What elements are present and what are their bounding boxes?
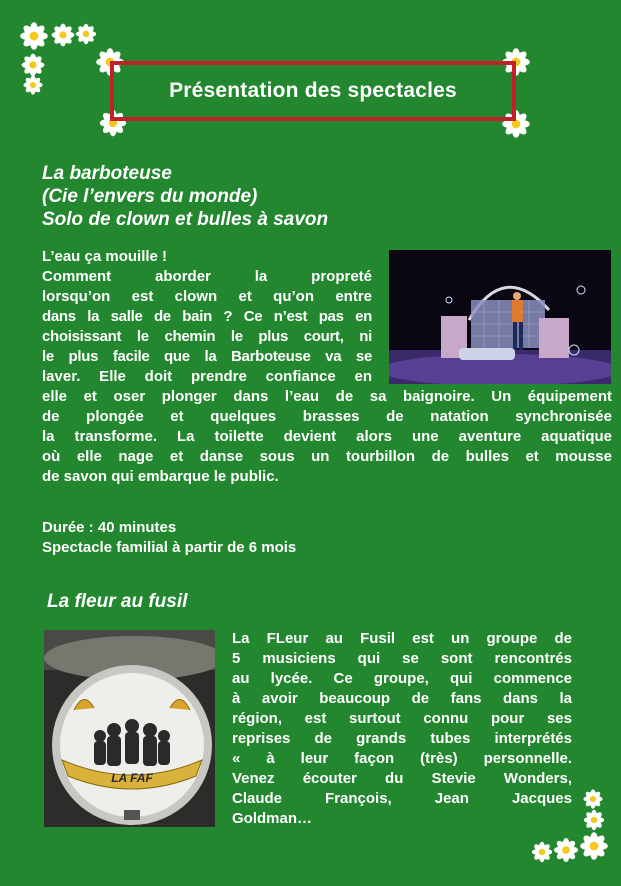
show1-line: où elle nage et danse sous un tourbillon de bulles et mousse <box>42 448 612 465</box>
show2-line: Venez écouter du Stevie Wonders, <box>232 770 572 787</box>
show1-line: dans la salle de bain ? Ce n’est pas en <box>42 308 372 325</box>
show1-title-line: La barboteuse <box>42 163 172 184</box>
show1-line: le plus facile que la Barboteuse va se <box>42 348 372 365</box>
drum-logo-text: LA FAF <box>111 771 153 785</box>
drum-kit-image <box>44 630 215 827</box>
show2-line: 5 musiciens qui se sont rencontrés <box>232 650 572 667</box>
page-title: Présentation des spectacles <box>169 79 457 102</box>
show1-line: la transforme. La toilette devient alors une aventure aquatique <box>42 428 612 445</box>
show1-photo <box>389 250 611 384</box>
show1-description-wrapped <box>42 247 372 387</box>
show1-company-line: (Cie l’envers du monde) <box>42 186 258 207</box>
show1-line: Comment aborder la propreté <box>42 268 372 285</box>
daisy-icon <box>18 20 50 52</box>
daisy-icon <box>578 830 610 862</box>
show1-info <box>42 518 602 558</box>
show2-description <box>232 629 572 829</box>
daisy-icon <box>74 22 98 46</box>
show1-line: choisissant le chemin le plus court, ni <box>42 328 372 345</box>
show1-subtitle-line: Solo de clown et bulles à savon <box>42 209 329 230</box>
daisy-icon <box>582 788 604 810</box>
show1-title <box>42 162 328 231</box>
show1-line: L’eau ça mouille ! <box>42 248 168 265</box>
show2-line: à avoir beaucoup de fans dans la <box>232 690 572 707</box>
show2-photo <box>44 630 215 827</box>
show2-line: « à leur façon (très) personnelle. <box>232 750 572 767</box>
daisy-icon <box>530 840 554 864</box>
title-frame <box>110 61 516 121</box>
show1-line: lorsqu’on est clown et qu’on entre <box>42 288 372 305</box>
show2-line: reprises de grands tubes interprétés <box>232 730 572 747</box>
show1-line: elle et oser plonger dans l’eau de sa baignoire. Un équipement <box>42 388 612 405</box>
show1-line: de plongée et quelques brasses de natation synchronisée <box>42 408 612 425</box>
show1-description-full <box>42 387 612 487</box>
show1-audience: Spectacle familial à partir de 6 mois <box>42 539 297 556</box>
show2-line: La FLeur au Fusil est un groupe de <box>232 630 572 647</box>
show1-line: laver. Elle doit prendre confiance en <box>42 368 372 385</box>
show2-line: Claude François, Jean Jacques <box>232 790 572 807</box>
show2-line: au lycée. Ce groupe, qui commence <box>232 670 572 687</box>
show2-line: Goldman… <box>232 810 313 827</box>
show1-duration: Durée : 40 minutes <box>42 519 177 536</box>
show1-line: de savon qui embarque le public. <box>42 468 279 485</box>
daisy-icon <box>22 74 44 96</box>
show2-line: région, est surtout connu pour ses <box>232 710 572 727</box>
daisy-icon <box>552 836 580 864</box>
clown-bath-scene-image <box>389 250 611 384</box>
show2-title: La fleur au fusil <box>47 591 188 612</box>
daisy-icon <box>582 808 606 832</box>
daisy-icon <box>50 22 76 48</box>
